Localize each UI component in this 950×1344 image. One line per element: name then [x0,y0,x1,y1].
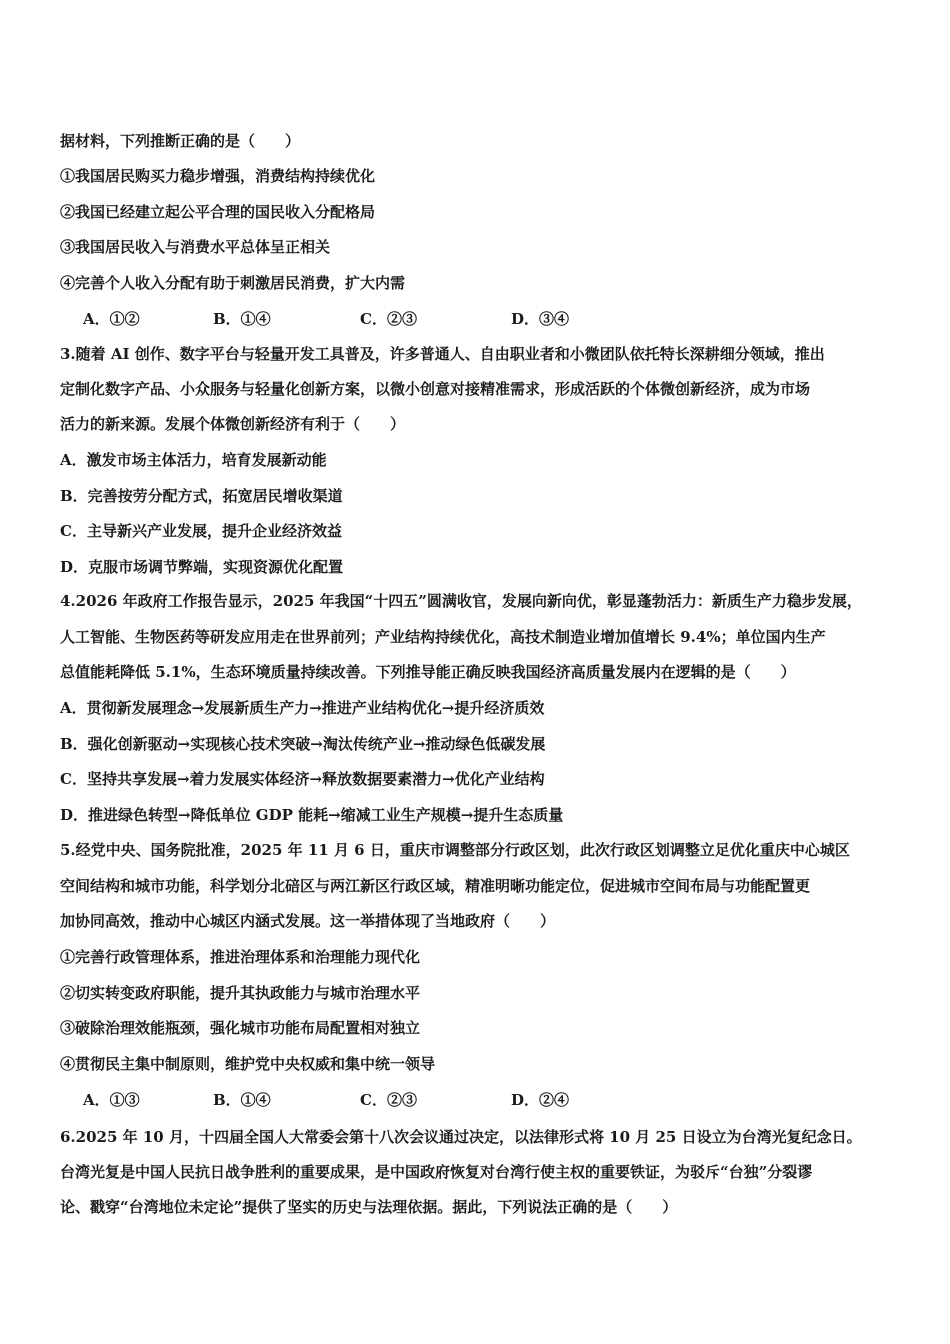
q5-statement-1: ①完善行政管理体系，推进治理体系和治理能力现代化 [60,948,421,966]
q3-stem-line-1: 3.随着 AI 创作、数字平台与轻量开发工具普及，许多普通人、自由职业者和小微团队依托特长深耕细分领域，推出 [60,345,825,363]
q5-options [0,1090,950,1110]
question-2-stem-tail: 据材料，下列推断正确的是（ ） [60,132,301,150]
q2-options [0,309,950,329]
q2-option-a[interactable]: A．①② [83,310,140,328]
q5-option-c[interactable]: C．②③ [360,1091,417,1109]
q2-statement-3: ③我国居民收入与消费水平总体呈正相关 [60,238,331,256]
q3-option-d[interactable]: D．克服市场调节弊端，实现资源优化配置 [60,558,344,576]
q4-stem-line-1: 4.2026 年政府工作报告显示，2025 年我国“十四五”圆满收官，发展向新向优，彰显蓬勃活力：新质生产力稳步发展， [60,592,862,610]
q3-stem-line-3: 活力的新来源。发展个体微创新经济有利于（ ） [60,415,406,433]
q5-option-d[interactable]: D．②④ [511,1091,570,1109]
q2-option-b[interactable]: B．①④ [213,310,271,328]
q2-statement-4: ④完善个人收入分配有助于刺激居民消费，扩大内需 [60,274,406,292]
q2-option-c[interactable]: C．②③ [360,310,417,328]
q6-stem-line-1: 6.2025 年 10 月，十四届全国人大常委会第十八次会议通过决定，以法律形式将 10 月 25 日设立为台湾光复纪念日。 [60,1128,862,1146]
q4-option-d[interactable]: D．推进绿色转型→降低单位 GDP 能耗→缩减工业生产规模→提升生态质量 [60,806,564,824]
q4-stem-line-2: 人工智能、生物医药等研发应用走在世界前列；产业结构持续优化，高技术制造业增加值增长 9.4%；单位国内生产 [60,628,826,646]
q4-option-a[interactable]: A．贯彻新发展理念→发展新质生产力→推进产业结构优化→提升经济质效 [60,699,545,717]
q5-stem-line-1: 5.经党中央、国务院批准，2025 年 11 月 6 日，重庆市调整部分行政区划，此次行政区划调整立足优化重庆中心城区 [60,841,850,859]
q4-option-c[interactable]: C．坚持共享发展→着力发展实体经济→释放数据要素潜力→优化产业结构 [60,770,545,788]
q2-statement-2: ②我国已经建立起公平合理的国民收入分配格局 [60,203,376,221]
q3-stem-line-2: 定制化数字产品、小众服务与轻量化创新方案，以微小创意对接精准需求，形成活跃的个体微创新经济，成为市场 [60,380,811,398]
q6-stem-line-3: 论、戳穿“台湾地位未定论”提供了坚实的历史与法理依据。据此，下列说法正确的是（ ） [60,1198,678,1216]
q5-option-a[interactable]: A．①③ [83,1091,140,1109]
q5-statement-2: ②切实转变政府职能，提升其执政能力与城市治理水平 [60,984,421,1002]
q5-statement-3: ③破除治理效能瓶颈，强化城市功能布局配置相对独立 [60,1019,421,1037]
q4-stem-line-3: 总值能耗降低 5.1%，生态环境质量持续改善。下列推导能正确反映我国经济高质量发展内在逻辑的是（ ） [60,663,796,681]
q2-statement-1: ①我国居民购买力稳步增强，消费结构持续优化 [60,167,376,185]
q5-stem-line-2: 空间结构和城市功能，科学划分北碚区与两江新区行政区域，精准明晰功能定位，促进城市空间布局与功能配置更 [60,877,811,895]
q6-stem-line-2: 台湾光复是中国人民抗日战争胜利的重要成果，是中国政府恢复对台湾行使主权的重要铁证，为驳斥“台独”分裂谬 [60,1163,813,1181]
q5-statement-4: ④贯彻民主集中制原则，维护党中央权威和集中统一领导 [60,1055,436,1073]
q3-option-c[interactable]: C．主导新兴产业发展，提升企业经济效益 [60,522,342,540]
q3-option-b[interactable]: B．完善按劳分配方式，拓宽居民增收渠道 [60,487,343,505]
q2-option-d[interactable]: D．③④ [511,310,570,328]
q5-stem-line-3: 加协同高效，推动中心城区内涵式发展。这一举措体现了当地政府（ ） [60,912,556,930]
q3-option-a[interactable]: A．激发市场主体活力，培育发展新动能 [60,451,327,469]
q5-option-b[interactable]: B．①④ [213,1091,271,1109]
q4-option-b[interactable]: B．强化创新驱动→实现核心技术突破→淘汰传统产业→推动绿色低碳发展 [60,735,546,753]
